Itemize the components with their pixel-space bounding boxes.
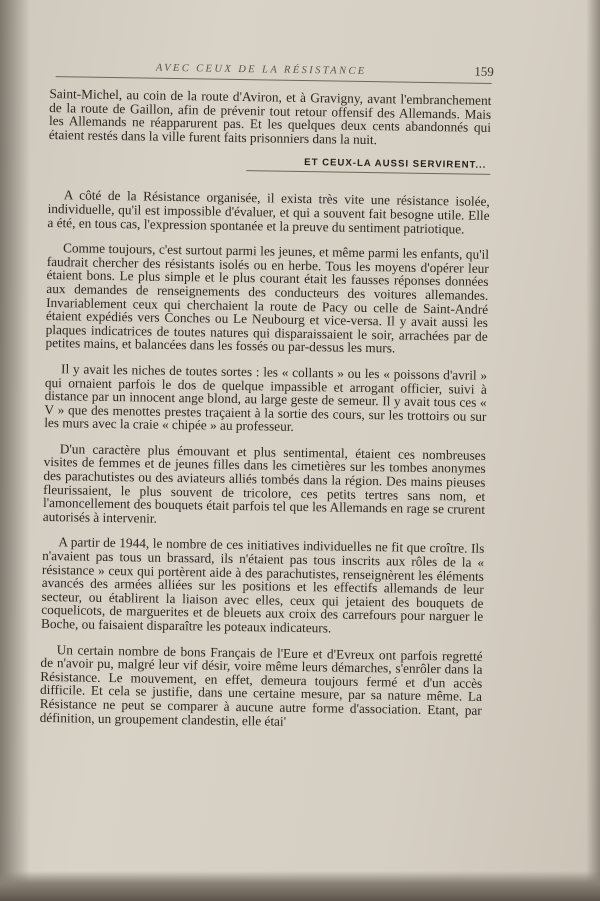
page-edge-shadow <box>586 0 600 901</box>
paragraph-continued: Saint-Michel, au coin de la route d'Aviron, et à Gravigny, avant l'embranchement de la route de Gaillon, afin de prévenir tout retour offensif des Allemands. Mais les Allemands ne réapparurent pas. Et les quelques deux cents abandonnés qui étaient restés dans la ville furent faits prisonniers dans la nuit. <box>48 85 492 147</box>
paragraph: A partir de 1944, le nombre de ces initiatives individuelles ne fit que croître. Ils n'avaient pas tous un brassard, ils n'étaient pas tous inscrits aux rôles de la « résistance » ceux qui portèrent aide à des parachutistes, renseignèrent les éléments avancés des armées alliées sur les positions et les effectifs allemands de leur secteur, ou établirent la liaison avec elles, ceux qui jetaient des bouquets de coquelicots, de marguerites et de bleuets aux croix des carrefours pour narguer le Boche, ou faisaient disparaître les poteaux indicateurs. <box>40 534 485 636</box>
paragraph: D'un caractère plus émouvant et plus sentimental, étaient ces nombreuses visites de femmes et de jeunes filles dans les cimetières sur les tombes anonymes des parachutistes ou des aviateurs alliés tombés dans la région. Des mains pieuses fleurissaient, le plus souvent de tricolore, ces petits tertres sans nom, et l'amoncellement des bouquets était parfois tel que les Allemands en rage se crurent autorisés à intervenir. <box>42 441 486 526</box>
spine-shadow <box>0 0 30 901</box>
running-title: AVEC CEUX DE LA RÉSISTANCE <box>155 62 367 77</box>
running-head <box>56 58 492 84</box>
paragraph: Il y avait les niches de toutes sortes : les « collants » ou les « poissons d'avril » qui ornaient parfois le dos de quelque impassible et arrogant officier, suivi à distance par un innocent ange blond, au large geste de semeur. Il y avait tous ces « V » que des menottes prestes traçaient à la sortie des cours, sur les trottoirs ou sur les murs avec la craie « chipée » au professeur. <box>44 361 488 435</box>
paragraph: Un certain nombre de bons Français de l'Eure et d'Evreux ont parfois regretté de n'avoir pu, malgré leur vif désir, voire même leurs démarches, s'enrôler dans la Résistance. Le mouvement, en effet, demeura toujours fermé et d'un accès difficile. Et cela se justifie, dans une certaine mesure, par sa nature même. La Résistance ne peut se comparer à aucune autre forme d'association. Etant, par définition, un groupement clandestin, elle étai' <box>39 641 483 729</box>
page-bottom-edge <box>0 871 600 901</box>
page-number: 159 <box>474 63 494 79</box>
page-content <box>40 58 492 731</box>
section-rule <box>246 170 490 175</box>
paragraph: Comme toujours, c'est surtout parmi les jeunes, et même parmi les enfants, qu'il faudrait chercher des résistants isolés ou en herbe. Tous les moyens d'opérer leur étaient bons. Le plus simple et le plus courant était les fausses réponses données aux demandes de renseignements des conducteurs des voitures allemandes. Invariablement ceux qui cherchaient la route de Pacy ou celle de Saint-André étaient expédiés vers Conches ou Le Neubourg et vice-versa. Il y avait aussi les plaques indicatrices de toutes natures qui disparaissaient le soir, arrachées par de petites mains, et balancées dans les fossés ou par-dessus les murs. <box>45 240 490 356</box>
section-heading: ET CEUX-LA AUSSI SERVIRENT... <box>304 157 487 172</box>
paragraph: A côté de la Résistance organisée, il exista très vite une résistance isolée, individuelle, qu'il est impossible d'évaluer, et qui a souvent fait besogne utile. Elle a été, en tous cas, l'expression spontanée et la preuve du sentiment patriotique. <box>47 187 490 237</box>
